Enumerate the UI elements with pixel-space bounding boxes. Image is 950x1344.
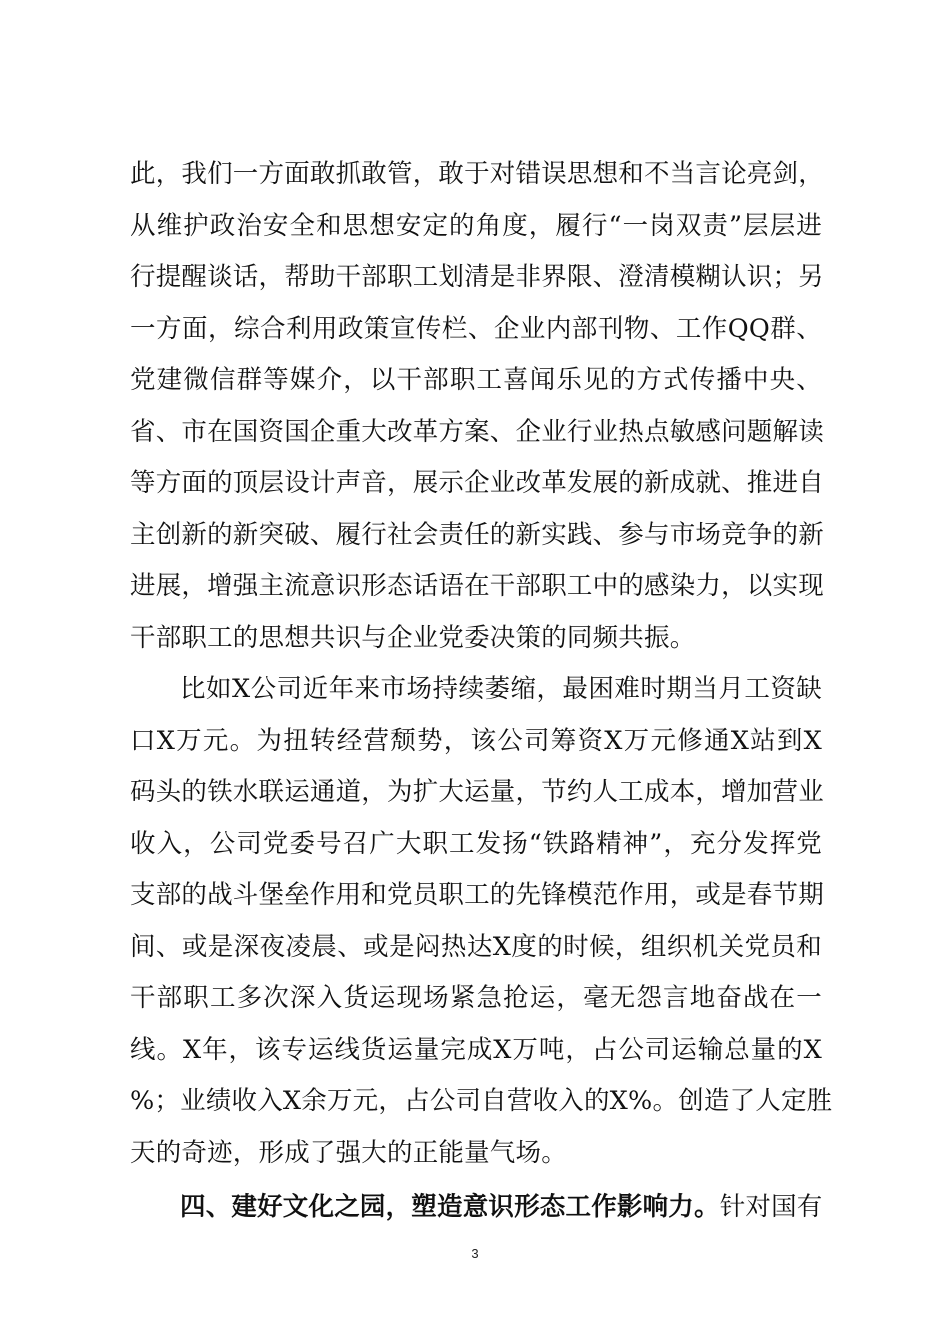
section-heading-line [180, 1190, 822, 1224]
text-line: 线。X年，该专运线货运量完成X万吨，占公司运输总量的X [130, 1035, 822, 1065]
text-line: 支部的战斗堡垒作用和党员职工的先锋模范作用，或是春节期 [130, 880, 824, 910]
text-line: 主创新的新突破、履行社会责任的新实践、参与市场竞争的新 [130, 520, 824, 550]
text-line: 此，我们一方面敢抓敢管，敢于对错误思想和不当言论亮剑， [130, 159, 824, 189]
text-line: 行提醒谈话，帮助干部职工划清是非界限、澄清模糊认识；另 [130, 262, 824, 292]
text-line: 干部职工多次深入货运现场紧急抢运，毫无怨言地奋战在一 [130, 983, 822, 1013]
heading-tail-text: 针对国有 [719, 1192, 823, 1222]
text-line: 天的奇迹，形成了强大的正能量气场。 [130, 1138, 567, 1168]
text-line: 间、或是深夜凌晨、或是闷热达X度的时候，组织机关党员和 [130, 932, 822, 962]
text-line: 一方面，综合利用政策宣传栏、企业内部刊物、工作QQ群、 [130, 314, 822, 344]
text-line: 收入，公司党委号召广大职工发扬“铁路精神”，充分发挥党 [130, 829, 822, 859]
text-line: 干部职工的思想共识与企业党委决策的同频共振。 [130, 623, 696, 653]
text-line: 进展，增强主流意识形态话语在干部职工中的感染力，以实现 [130, 571, 824, 601]
text-line: %；业绩收入X余万元，占公司自营收入的X%。创造了人定胜 [130, 1086, 833, 1116]
text-line: 比如X公司近年来市场持续萎缩，最困难时期当月工资缺 [180, 674, 822, 704]
text-line: 从维护政治安全和思想安定的角度，履行“一岗双责”层层进 [130, 211, 822, 241]
text-line: 党建微信群等媒介，以干部职工喜闻乐见的方式传播中央、 [130, 365, 822, 395]
page-number: 3 [471, 1246, 479, 1261]
section-heading: 四、建好文化之园，塑造意识形态工作影响力。 [180, 1192, 720, 1222]
text-line: 等方面的顶层设计声音，展示企业改革发展的新成就、推进自 [130, 468, 824, 498]
text-line: 码头的铁水联运通道，为扩大运量，节约人工成本，增加营业 [130, 777, 824, 807]
text-line: 省、市在国资国企重大改革方案、企业行业热点敏感问题解读 [130, 417, 824, 447]
text-line: 口X万元。为扭转经营颓势，该公司筹资X万元修通X站到X [130, 726, 822, 756]
